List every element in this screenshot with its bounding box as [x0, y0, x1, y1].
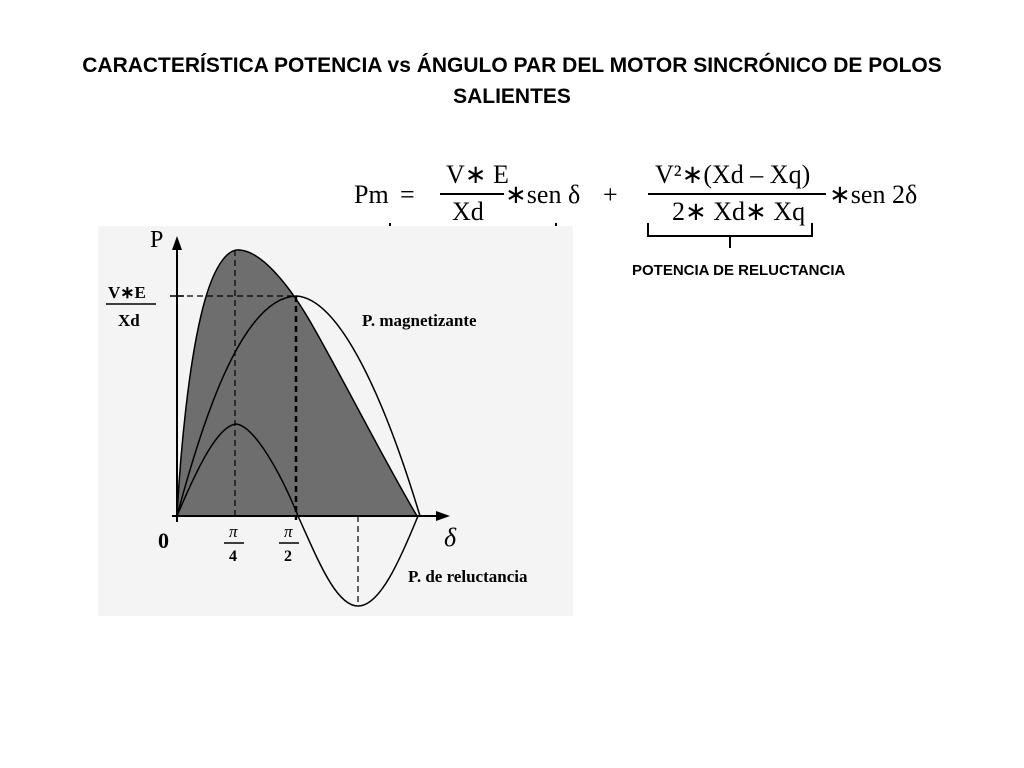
- eq-plus: +: [603, 180, 618, 209]
- tick-pi4-denominator: 4: [229, 548, 237, 565]
- x-axis-arrow: [436, 511, 450, 521]
- tick-pi2-denominator: 2: [284, 548, 292, 565]
- brace2-label: POTENCIA DE RELUCTANCIA: [632, 262, 846, 279]
- eq-lhs: Pm: [354, 180, 389, 209]
- eq-term1-numerator: V∗ E: [446, 160, 509, 189]
- tick-pi2-numerator: π: [284, 522, 293, 541]
- magnetizing-curve-label: P. magnetizante: [362, 311, 477, 330]
- eq-equals: =: [400, 180, 415, 209]
- y-axis-label: P: [150, 227, 164, 253]
- eq-term1-factor: ∗sen δ: [505, 180, 581, 209]
- eq-term2-factor: ∗sen 2δ: [829, 180, 918, 209]
- tick-pi4-numerator: π: [229, 522, 238, 541]
- reluctance-curve-label: P. de reluctancia: [408, 567, 528, 586]
- eq-term2-numerator: V²∗(Xd – Xq): [655, 160, 811, 189]
- y-axis-arrow: [172, 236, 182, 250]
- origin-label: 0: [158, 528, 169, 553]
- slide-title: CARACTERÍSTICA POTENCIA vs ÁNGULO PAR DEL MOTOR SINCRÓNICO DE POLOS SALIENTES: [82, 54, 942, 108]
- eq-term1-denominator: Xd: [452, 197, 484, 226]
- ymax-numerator: V∗E: [108, 283, 146, 302]
- ymax-denominator: Xd: [118, 311, 140, 330]
- eq-term2-denominator: 2∗ Xd∗ Xq: [672, 197, 806, 226]
- x-axis-label: δ: [444, 523, 457, 552]
